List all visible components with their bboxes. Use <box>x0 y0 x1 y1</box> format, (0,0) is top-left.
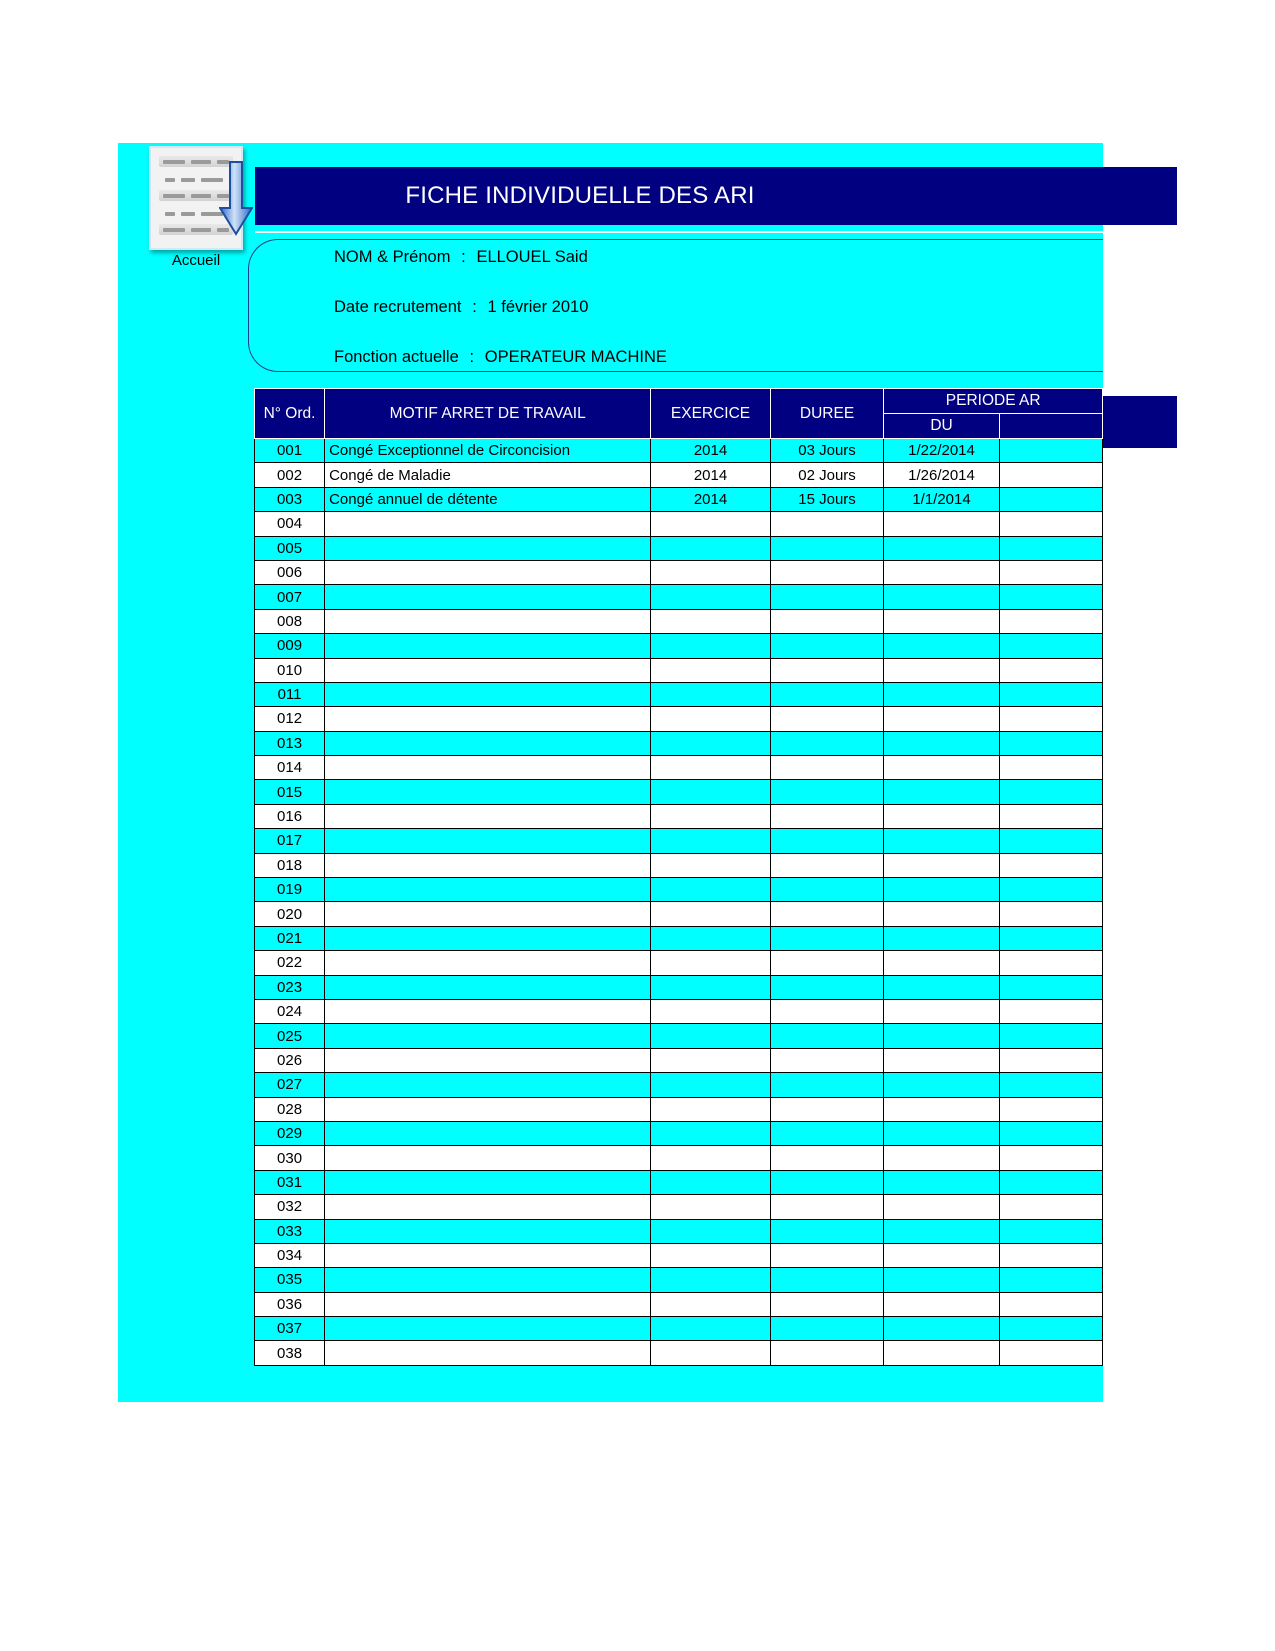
cell-duree[interactable] <box>770 975 884 999</box>
cell-duree[interactable] <box>770 1243 884 1267</box>
cell-du[interactable] <box>884 536 999 560</box>
cell-duree[interactable] <box>770 1341 884 1365</box>
document-list-down-arrow-icon <box>149 146 243 250</box>
cell-duree[interactable] <box>770 634 884 658</box>
cell-du[interactable] <box>884 1195 999 1219</box>
table-row[interactable] <box>255 780 1103 804</box>
cell-motif[interactable] <box>325 902 651 926</box>
cell-duree[interactable] <box>770 1048 884 1072</box>
table-row[interactable] <box>255 682 1103 706</box>
cell-motif[interactable] <box>325 1024 651 1048</box>
cell-exercice[interactable] <box>651 585 770 609</box>
cell-exercice[interactable] <box>651 1219 770 1243</box>
table-row[interactable] <box>255 463 1103 487</box>
cell-duree[interactable] <box>770 609 884 633</box>
cell-au[interactable] <box>999 1170 1102 1194</box>
cell-duree[interactable] <box>770 560 884 584</box>
cell-du[interactable] <box>884 804 999 828</box>
cell-au[interactable] <box>999 731 1102 755</box>
cell-exercice[interactable] <box>651 780 770 804</box>
cell-exercice[interactable] <box>651 1048 770 1072</box>
cell-du[interactable] <box>884 585 999 609</box>
cell-motif[interactable] <box>325 926 651 950</box>
cell-ord[interactable]: 008 <box>255 609 325 633</box>
cell-du[interactable] <box>884 634 999 658</box>
cell-du[interactable] <box>884 609 999 633</box>
cell-au[interactable] <box>999 902 1102 926</box>
cell-ord[interactable]: 036 <box>255 1292 325 1316</box>
cell-ord[interactable]: 015 <box>255 780 325 804</box>
cell-ord[interactable]: 006 <box>255 560 325 584</box>
cell-ord[interactable]: 010 <box>255 658 325 682</box>
cell-ord[interactable]: 023 <box>255 975 325 999</box>
column-header-periode: PERIODE AR <box>884 389 1103 414</box>
cell-motif[interactable] <box>325 658 651 682</box>
cell-ord[interactable]: 005 <box>255 536 325 560</box>
cell-motif[interactable] <box>325 1243 651 1267</box>
table-row[interactable] <box>255 1121 1103 1145</box>
cell-exercice[interactable] <box>651 1146 770 1170</box>
table-row[interactable] <box>255 756 1103 780</box>
cell-exercice[interactable] <box>651 878 770 902</box>
table-row[interactable] <box>255 731 1103 755</box>
table-row[interactable] <box>255 829 1103 853</box>
cell-duree[interactable] <box>770 926 884 950</box>
cell-au[interactable] <box>999 512 1102 536</box>
cell-du[interactable] <box>884 926 999 950</box>
cell-du[interactable] <box>884 1268 999 1292</box>
employee-name-label: NOM & Prénom <box>334 248 451 266</box>
table-row[interactable] <box>255 1292 1103 1316</box>
cell-au[interactable] <box>999 1048 1102 1072</box>
cell-duree[interactable] <box>770 1146 884 1170</box>
hire-date-value: 1 février 2010 <box>487 298 589 316</box>
cell-du[interactable] <box>884 731 999 755</box>
cell-motif[interactable] <box>325 1317 651 1341</box>
table-row[interactable] <box>255 951 1103 975</box>
cell-duree[interactable] <box>770 1097 884 1121</box>
table-row[interactable] <box>255 926 1103 950</box>
cell-exercice[interactable] <box>651 926 770 950</box>
cell-exercice[interactable] <box>651 560 770 584</box>
cell-du[interactable] <box>884 902 999 926</box>
cell-motif[interactable] <box>325 999 651 1023</box>
cell-ord[interactable]: 011 <box>255 682 325 706</box>
cell-ord[interactable]: 013 <box>255 731 325 755</box>
cell-exercice[interactable] <box>651 1292 770 1316</box>
worksheet-clip-viewport <box>118 143 1103 1402</box>
cell-exercice[interactable] <box>651 804 770 828</box>
table-row[interactable] <box>255 560 1103 584</box>
cell-motif[interactable] <box>325 853 651 877</box>
cell-au[interactable] <box>999 1024 1102 1048</box>
cell-au[interactable] <box>999 1341 1102 1365</box>
cell-duree[interactable] <box>770 951 884 975</box>
cell-motif[interactable] <box>325 780 651 804</box>
cell-au[interactable] <box>999 634 1102 658</box>
table-row[interactable] <box>255 658 1103 682</box>
cell-du[interactable]: 1/1/2014 <box>884 487 999 511</box>
cell-ord[interactable]: 009 <box>255 634 325 658</box>
cell-motif[interactable] <box>325 756 651 780</box>
cell-au[interactable] <box>999 1292 1102 1316</box>
table-row[interactable] <box>255 1170 1103 1194</box>
cell-du[interactable]: 1/26/2014 <box>884 463 999 487</box>
cell-du[interactable] <box>884 1170 999 1194</box>
table-header-overflow <box>1103 396 1177 448</box>
cell-exercice[interactable] <box>651 682 770 706</box>
cell-duree[interactable] <box>770 1219 884 1243</box>
cell-au[interactable] <box>999 975 1102 999</box>
table-row[interactable] <box>255 878 1103 902</box>
cell-exercice[interactable] <box>651 975 770 999</box>
cell-du[interactable] <box>884 1024 999 1048</box>
cell-duree[interactable] <box>770 682 884 706</box>
column-header-motif: MOTIF ARRET DE TRAVAIL <box>325 389 651 439</box>
cell-motif[interactable] <box>325 1097 651 1121</box>
cell-au[interactable] <box>999 1073 1102 1097</box>
cell-du[interactable] <box>884 853 999 877</box>
cell-motif[interactable] <box>325 634 651 658</box>
table-row[interactable] <box>255 975 1103 999</box>
cell-duree[interactable] <box>770 1170 884 1194</box>
cell-ord[interactable]: 016 <box>255 804 325 828</box>
cell-motif[interactable] <box>325 609 651 633</box>
cell-exercice[interactable]: 2014 <box>651 463 770 487</box>
employee-name-row <box>334 248 588 267</box>
cell-du[interactable] <box>884 1219 999 1243</box>
cell-exercice[interactable] <box>651 951 770 975</box>
cell-exercice[interactable] <box>651 829 770 853</box>
cell-duree[interactable] <box>770 902 884 926</box>
table-row[interactable] <box>255 1195 1103 1219</box>
cell-exercice[interactable] <box>651 634 770 658</box>
cell-ord[interactable]: 026 <box>255 1048 325 1072</box>
cell-du[interactable] <box>884 1048 999 1072</box>
cell-duree[interactable]: 03 Jours <box>770 439 884 463</box>
cell-au[interactable] <box>999 926 1102 950</box>
cell-motif[interactable] <box>325 1219 651 1243</box>
cell-motif[interactable] <box>325 1121 651 1145</box>
table-row[interactable] <box>255 439 1103 463</box>
down-arrow-icon <box>219 160 253 238</box>
job-function-label: Fonction actuelle <box>334 348 459 366</box>
cell-motif[interactable] <box>325 951 651 975</box>
cell-au[interactable] <box>999 560 1102 584</box>
cell-au[interactable] <box>999 1268 1102 1292</box>
cell-exercice[interactable] <box>651 1243 770 1267</box>
job-function-row <box>334 348 667 367</box>
employee-name-separator: : <box>461 248 466 266</box>
cell-motif[interactable] <box>325 975 651 999</box>
cell-duree[interactable] <box>770 1268 884 1292</box>
cell-du[interactable] <box>884 756 999 780</box>
hire-date-label: Date recrutement <box>334 298 462 316</box>
cell-du[interactable] <box>884 951 999 975</box>
table-row[interactable] <box>255 804 1103 828</box>
table-row[interactable] <box>255 536 1103 560</box>
table-row[interactable] <box>255 1073 1103 1097</box>
cell-au[interactable] <box>999 853 1102 877</box>
cell-exercice[interactable]: 2014 <box>651 439 770 463</box>
column-header-au <box>999 414 1102 439</box>
cell-duree[interactable] <box>770 804 884 828</box>
cell-motif[interactable]: Congé de Maladie <box>325 463 651 487</box>
cell-exercice[interactable] <box>651 1073 770 1097</box>
table-row[interactable] <box>255 585 1103 609</box>
column-header-du: DU <box>884 414 999 439</box>
cell-du[interactable] <box>884 1073 999 1097</box>
cell-du[interactable]: 1/22/2014 <box>884 439 999 463</box>
cell-ord[interactable]: 028 <box>255 1097 325 1121</box>
cell-exercice[interactable] <box>651 1121 770 1145</box>
cell-duree[interactable] <box>770 731 884 755</box>
table-row[interactable] <box>255 902 1103 926</box>
cell-au[interactable] <box>999 609 1102 633</box>
table-row[interactable] <box>255 1317 1103 1341</box>
cell-au[interactable] <box>999 487 1102 511</box>
cell-motif[interactable] <box>325 682 651 706</box>
cell-ord[interactable]: 004 <box>255 512 325 536</box>
cell-motif[interactable] <box>325 560 651 584</box>
cell-motif[interactable]: Congé Exceptionnel de Circoncision <box>325 439 651 463</box>
cell-exercice[interactable] <box>651 756 770 780</box>
table-row[interactable] <box>255 1341 1103 1365</box>
cell-motif[interactable] <box>325 804 651 828</box>
cell-duree[interactable] <box>770 1317 884 1341</box>
cell-exercice[interactable] <box>651 1317 770 1341</box>
cell-du[interactable] <box>884 707 999 731</box>
cell-ord[interactable]: 034 <box>255 1243 325 1267</box>
cell-exercice[interactable] <box>651 658 770 682</box>
cell-exercice[interactable] <box>651 999 770 1023</box>
cell-motif[interactable] <box>325 1146 651 1170</box>
cell-duree[interactable] <box>770 536 884 560</box>
table-header <box>255 389 1103 439</box>
hire-date-separator: : <box>472 298 477 316</box>
cell-duree[interactable] <box>770 756 884 780</box>
cell-ord[interactable]: 031 <box>255 1170 325 1194</box>
cell-du[interactable] <box>884 512 999 536</box>
cell-exercice[interactable] <box>651 902 770 926</box>
column-header-exercice: EXERCICE <box>651 389 770 439</box>
cell-ord[interactable]: 001 <box>255 439 325 463</box>
cell-duree[interactable] <box>770 512 884 536</box>
table-row[interactable] <box>255 1146 1103 1170</box>
accueil-home-button[interactable] <box>136 146 256 271</box>
cell-ord[interactable]: 024 <box>255 999 325 1023</box>
cell-motif[interactable] <box>325 512 651 536</box>
cell-motif[interactable] <box>325 1195 651 1219</box>
cell-du[interactable] <box>884 780 999 804</box>
cell-exercice[interactable] <box>651 1097 770 1121</box>
cell-duree[interactable] <box>770 999 884 1023</box>
cell-ord[interactable]: 012 <box>255 707 325 731</box>
cell-du[interactable] <box>884 999 999 1023</box>
column-header-ord: N° Ord. <box>255 389 325 439</box>
table-row[interactable] <box>255 1024 1103 1048</box>
cell-ord[interactable]: 027 <box>255 1073 325 1097</box>
cell-au[interactable] <box>999 536 1102 560</box>
cell-au[interactable] <box>999 829 1102 853</box>
accueil-label: Accueil <box>171 252 221 269</box>
title-underline <box>255 231 1103 233</box>
cell-du[interactable] <box>884 1292 999 1316</box>
cell-au[interactable] <box>999 463 1102 487</box>
cell-duree[interactable] <box>770 853 884 877</box>
work-stoppage-table <box>254 388 1103 1366</box>
cell-du[interactable] <box>884 1097 999 1121</box>
cell-du[interactable] <box>884 1121 999 1145</box>
cell-exercice[interactable] <box>651 1024 770 1048</box>
cell-duree[interactable] <box>770 1292 884 1316</box>
cell-au[interactable] <box>999 682 1102 706</box>
cell-au[interactable] <box>999 1097 1102 1121</box>
cell-exercice[interactable] <box>651 1195 770 1219</box>
table-row[interactable] <box>255 487 1103 511</box>
cell-motif[interactable] <box>325 1341 651 1365</box>
cell-ord[interactable]: 019 <box>255 878 325 902</box>
cell-du[interactable] <box>884 829 999 853</box>
cell-duree[interactable]: 02 Jours <box>770 463 884 487</box>
cell-motif[interactable] <box>325 585 651 609</box>
cell-ord[interactable]: 018 <box>255 853 325 877</box>
cell-motif[interactable] <box>325 536 651 560</box>
cell-au[interactable] <box>999 951 1102 975</box>
table-row[interactable] <box>255 1268 1103 1292</box>
cell-ord[interactable]: 007 <box>255 585 325 609</box>
cell-au[interactable] <box>999 1317 1102 1341</box>
cell-au[interactable] <box>999 804 1102 828</box>
title-banner-overflow <box>1103 167 1177 225</box>
cell-ord[interactable]: 021 <box>255 926 325 950</box>
cell-duree[interactable] <box>770 780 884 804</box>
cell-duree[interactable] <box>770 829 884 853</box>
cell-duree[interactable] <box>770 658 884 682</box>
cell-ord[interactable]: 025 <box>255 1024 325 1048</box>
cell-au[interactable] <box>999 756 1102 780</box>
cell-duree[interactable] <box>770 1195 884 1219</box>
column-header-duree: DUREE <box>770 389 884 439</box>
cell-exercice[interactable] <box>651 609 770 633</box>
cell-du[interactable] <box>884 1317 999 1341</box>
cell-ord[interactable]: 038 <box>255 1341 325 1365</box>
cell-motif[interactable] <box>325 1292 651 1316</box>
cell-ord[interactable]: 017 <box>255 829 325 853</box>
cell-motif[interactable] <box>325 1268 651 1292</box>
cell-au[interactable] <box>999 1243 1102 1267</box>
table-header-row-1 <box>255 389 1103 414</box>
cell-au[interactable] <box>999 1146 1102 1170</box>
cell-duree[interactable] <box>770 878 884 902</box>
cell-ord[interactable]: 014 <box>255 756 325 780</box>
cell-exercice[interactable] <box>651 707 770 731</box>
cell-ord[interactable]: 033 <box>255 1219 325 1243</box>
cell-du[interactable] <box>884 560 999 584</box>
table-row[interactable] <box>255 1048 1103 1072</box>
cell-ord[interactable]: 037 <box>255 1317 325 1341</box>
cell-au[interactable] <box>999 1219 1102 1243</box>
cell-duree[interactable] <box>770 1073 884 1097</box>
cell-exercice[interactable] <box>651 1268 770 1292</box>
cell-au[interactable] <box>999 585 1102 609</box>
cell-du[interactable] <box>884 682 999 706</box>
cell-exercice[interactable] <box>651 512 770 536</box>
cell-au[interactable] <box>999 878 1102 902</box>
cell-exercice[interactable] <box>651 853 770 877</box>
cell-exercice[interactable] <box>651 536 770 560</box>
cell-au[interactable] <box>999 1121 1102 1145</box>
cell-du[interactable] <box>884 1243 999 1267</box>
cell-au[interactable] <box>999 707 1102 731</box>
cell-ord[interactable]: 002 <box>255 463 325 487</box>
table-body <box>255 439 1103 1366</box>
cell-motif[interactable] <box>325 878 651 902</box>
cell-ord[interactable]: 035 <box>255 1268 325 1292</box>
page-title: FICHE INDIVIDUELLE DES ARI <box>255 167 1103 225</box>
cell-au[interactable] <box>999 780 1102 804</box>
cell-duree[interactable] <box>770 1024 884 1048</box>
cell-du[interactable] <box>884 658 999 682</box>
cell-du[interactable] <box>884 878 999 902</box>
cell-du[interactable] <box>884 1146 999 1170</box>
cell-ord[interactable]: 022 <box>255 951 325 975</box>
cell-au[interactable] <box>999 658 1102 682</box>
table-row[interactable] <box>255 512 1103 536</box>
cell-exercice[interactable] <box>651 731 770 755</box>
cell-duree[interactable] <box>770 707 884 731</box>
table-row[interactable] <box>255 634 1103 658</box>
cell-duree[interactable] <box>770 1121 884 1145</box>
cell-au[interactable] <box>999 999 1102 1023</box>
employee-info-box <box>248 239 1103 372</box>
table-row[interactable] <box>255 1219 1103 1243</box>
table-row[interactable] <box>255 1097 1103 1121</box>
cell-motif[interactable] <box>325 707 651 731</box>
cell-duree[interactable]: 15 Jours <box>770 487 884 511</box>
cell-ord[interactable]: 030 <box>255 1146 325 1170</box>
cell-au[interactable] <box>999 1195 1102 1219</box>
table-row[interactable] <box>255 707 1103 731</box>
cell-motif[interactable] <box>325 1170 651 1194</box>
cell-exercice[interactable] <box>651 1170 770 1194</box>
job-function-separator: : <box>469 348 475 366</box>
table-row[interactable] <box>255 853 1103 877</box>
cell-motif[interactable]: Congé annuel de détente <box>325 487 651 511</box>
table-row[interactable] <box>255 609 1103 633</box>
cell-du[interactable] <box>884 975 999 999</box>
cell-ord[interactable]: 020 <box>255 902 325 926</box>
cell-duree[interactable] <box>770 585 884 609</box>
cell-exercice[interactable]: 2014 <box>651 487 770 511</box>
hire-date-row <box>334 298 588 317</box>
cell-motif[interactable] <box>325 1073 651 1097</box>
table-row[interactable] <box>255 999 1103 1023</box>
cell-exercice[interactable] <box>651 1341 770 1365</box>
table-row[interactable] <box>255 1243 1103 1267</box>
cell-du[interactable] <box>884 1341 999 1365</box>
cell-motif[interactable] <box>325 731 651 755</box>
cell-motif[interactable] <box>325 829 651 853</box>
employee-name-value: ELLOUEL Said <box>476 248 588 266</box>
cell-ord[interactable]: 032 <box>255 1195 325 1219</box>
cell-au[interactable] <box>999 439 1102 463</box>
cell-motif[interactable] <box>325 1048 651 1072</box>
cell-ord[interactable]: 003 <box>255 487 325 511</box>
cell-ord[interactable]: 029 <box>255 1121 325 1145</box>
job-function-value: OPERATEUR MACHINE <box>484 348 667 366</box>
